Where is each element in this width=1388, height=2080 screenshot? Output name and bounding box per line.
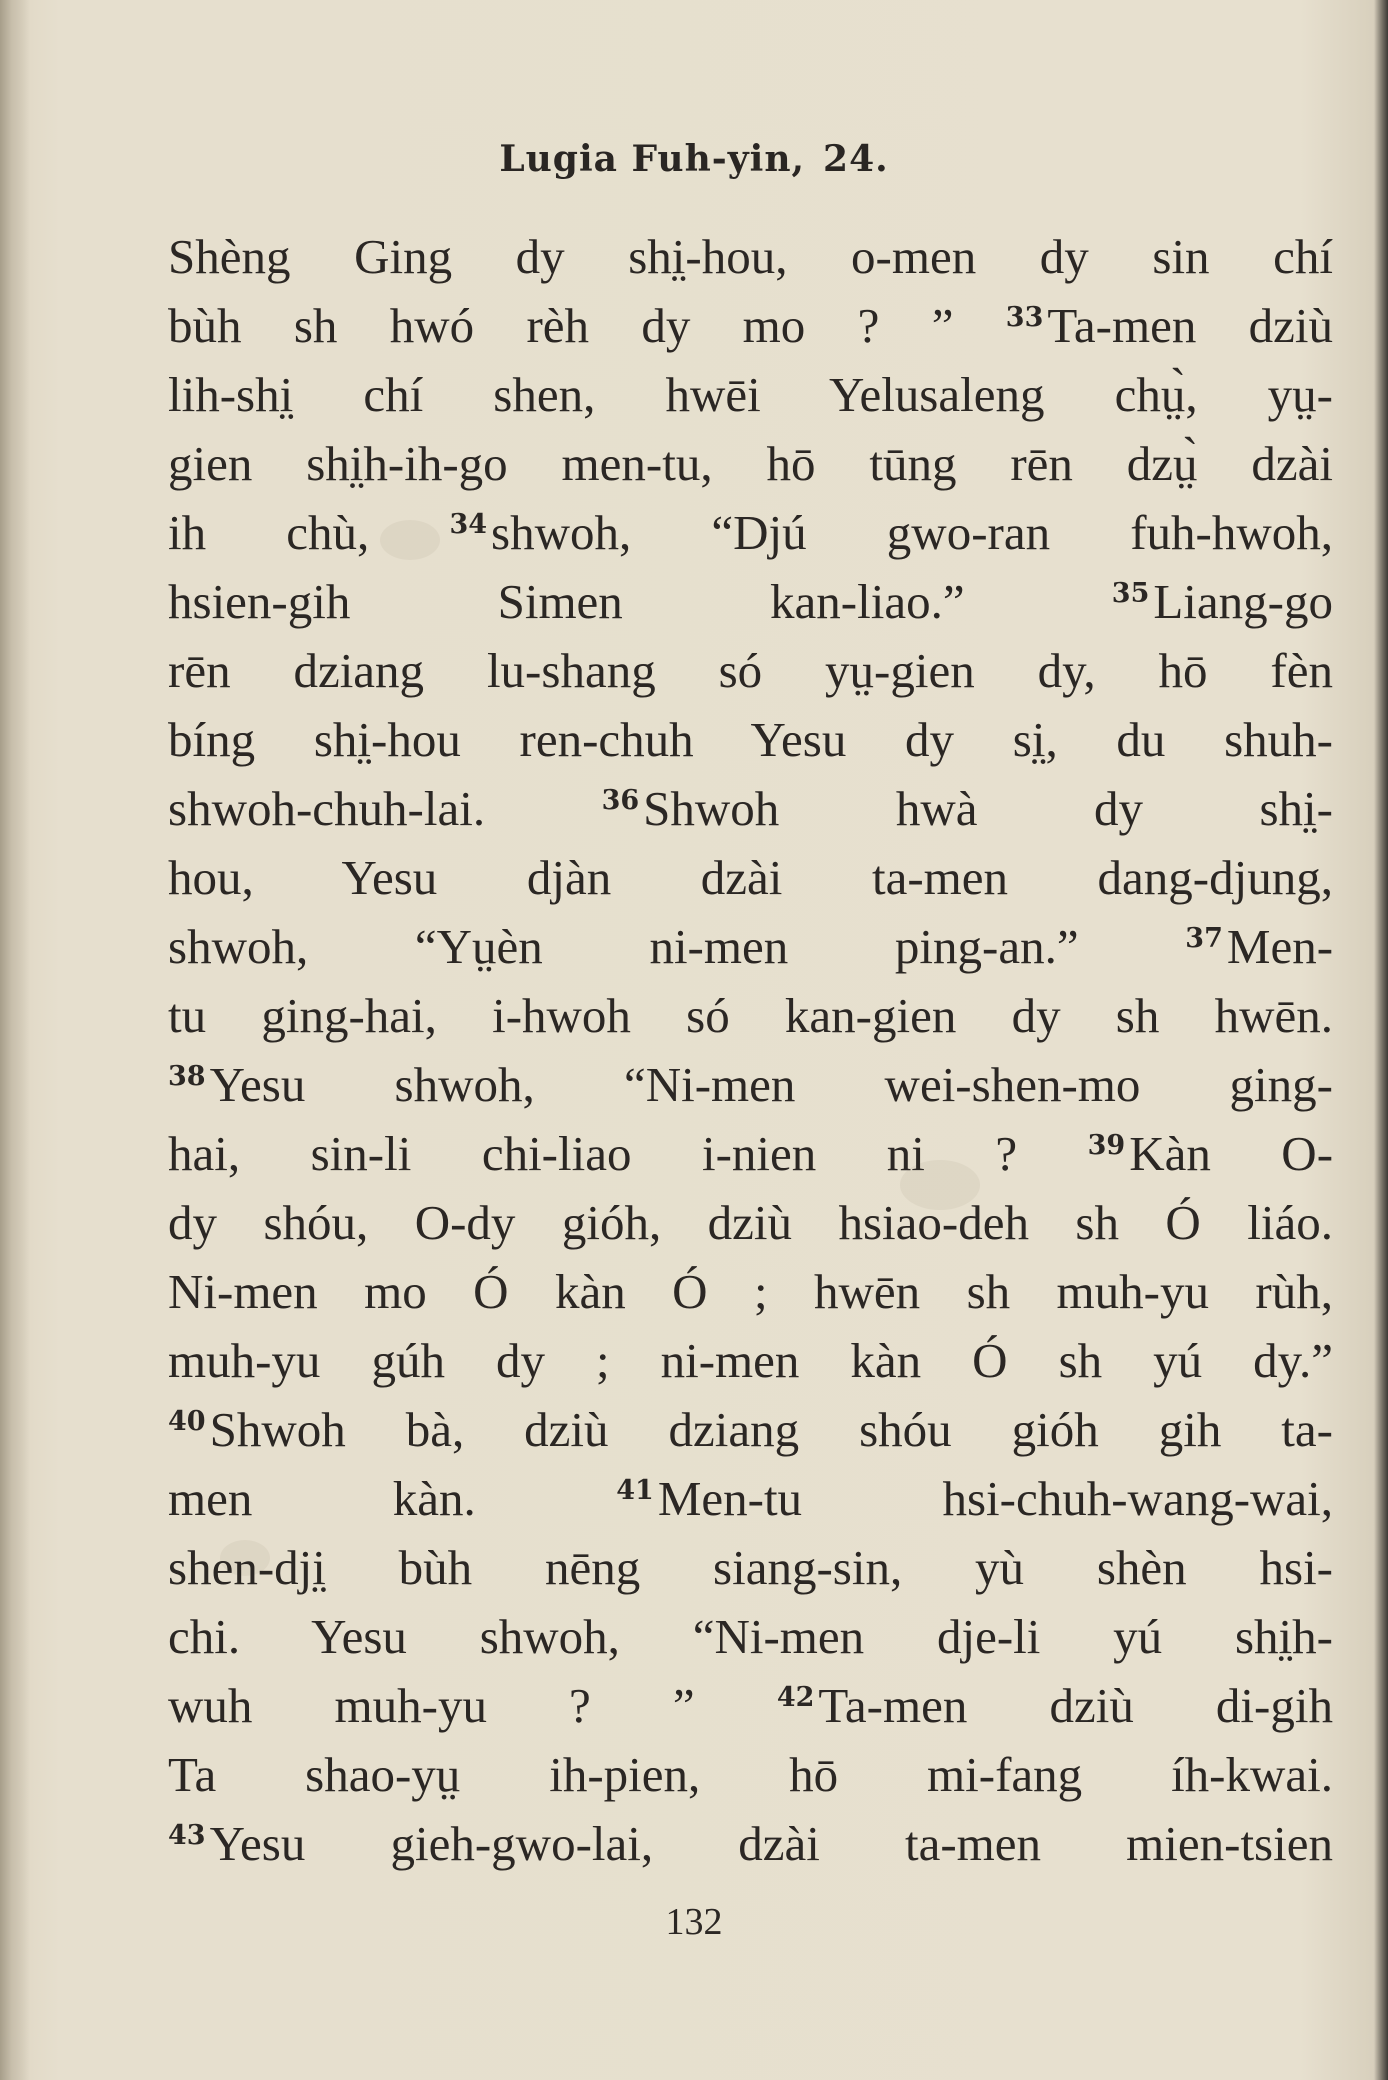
- text-line: [168, 498, 1333, 567]
- text-line: [168, 1533, 1333, 1602]
- line-text: Kàn O-: [1129, 1126, 1334, 1181]
- text-line: [168, 774, 1333, 843]
- verse-number: 41: [616, 1475, 654, 1506]
- line-text: gien shi̤h-ih-go men-tu, hō tūng rēn dzṳ̀ dzài: [168, 436, 1333, 491]
- text-line: [168, 429, 1333, 498]
- line-text: chi. Yesu shwoh, “Ni-men dje-li yú shi̤h-: [168, 1609, 1333, 1664]
- text-line: [168, 705, 1333, 774]
- line-text: muh-yu gúh dy ; ni-men kàn Ó sh yú dy.”: [168, 1333, 1333, 1388]
- line-text: bùh sh hwó rèh dy mo ? ”: [168, 298, 954, 353]
- line-text: tu ging-hai, i-hwoh só kan-gien dy sh hwēn.: [168, 988, 1333, 1043]
- line-text: shwoh, “Yṳèn ni-men ping-an.”: [168, 919, 1079, 974]
- verse-number: 36: [601, 785, 640, 816]
- line-text: Yesu gieh-gwo-lai, dzài ta-men mien-tsien: [209, 1816, 1333, 1871]
- verse-number: 35: [1111, 578, 1150, 609]
- line-text: lih-shi̤ chí shen, hwēi Yelusaleng chṳ̀, yṳ-: [168, 367, 1333, 422]
- text-line: [168, 1326, 1333, 1395]
- text-line: [168, 1050, 1333, 1119]
- line-text: shwoh, “Djú gwo-ran fuh-hwoh,: [491, 505, 1334, 560]
- line-text: Men-: [1226, 919, 1334, 974]
- verse-number: 38: [168, 1061, 206, 1092]
- text-line: [168, 1740, 1333, 1809]
- line-text: Shwoh bà, dziù dziang shóu gióh gih ta-: [209, 1402, 1333, 1457]
- line-text: men kàn.: [168, 1471, 476, 1526]
- line-text: hsien-gih Simen kan-liao.”: [168, 574, 965, 629]
- text-line: [168, 222, 1333, 291]
- text-line: [168, 1188, 1333, 1257]
- verse-number: 34: [449, 509, 488, 540]
- chapter-number: 24.: [823, 138, 889, 180]
- scripture-text: [168, 222, 1333, 1878]
- text-line: [168, 912, 1333, 981]
- line-text: Shwoh hwà dy shi̤-: [643, 781, 1333, 836]
- text-line: [168, 636, 1333, 705]
- line-text: Ta shao-yṳ ih-pien, hō mi-fang íh-kwai.: [168, 1747, 1333, 1802]
- verse-number: 33: [1005, 302, 1044, 333]
- line-text: hou, Yesu djàn dzài ta-men dang-djung,: [168, 850, 1333, 905]
- line-text: dy shóu, O-dy gióh, dziù hsiao-deh sh Ó liáo.: [168, 1195, 1333, 1250]
- running-header: [0, 138, 1388, 180]
- text-line: [168, 1602, 1333, 1671]
- line-text: Yesu shwoh, “Ni-men wei-shen-mo ging-: [209, 1057, 1333, 1112]
- text-line: [168, 1809, 1333, 1878]
- text-line: [168, 1257, 1333, 1326]
- line-text: hai, sin-li chi-liao i-nien ni ?: [168, 1126, 1018, 1181]
- verse-number: 37: [1185, 923, 1223, 954]
- text-line: [168, 1119, 1333, 1188]
- text-line: [168, 567, 1333, 636]
- verse-number: 40: [168, 1406, 206, 1437]
- line-text: Ta-men dziù di-gih: [818, 1678, 1333, 1733]
- book-title: Lugia Fuh-yin,: [499, 138, 806, 180]
- line-text: Ni-men mo Ó kàn Ó ; hwēn sh muh-yu rùh,: [168, 1264, 1333, 1319]
- page-number: 132: [665, 1901, 723, 1943]
- text-line: [168, 360, 1333, 429]
- line-text: bíng shi̤-hou ren-chuh Yesu dy si̤, du shuh-: [168, 712, 1333, 767]
- line-text: ih chù,: [168, 505, 370, 560]
- line-text: Shèng Ging dy shi̤-hou, o-men dy sin chí: [168, 229, 1333, 284]
- verse-number: 39: [1087, 1130, 1126, 1161]
- text-line: [168, 1395, 1333, 1464]
- page-edge-shadow: [1374, 0, 1388, 2080]
- line-text: shen-dji̤ bùh nēng siang-sin, yù shèn hsi-: [168, 1540, 1333, 1595]
- line-text: Men-tu hsi-chuh-wang-wai,: [657, 1471, 1334, 1526]
- text-line: [168, 1671, 1333, 1740]
- verse-number: 43: [168, 1820, 206, 1851]
- line-text: Liang-go: [1153, 574, 1333, 629]
- text-line: [168, 291, 1333, 360]
- line-text: shwoh-chuh-lai.: [168, 781, 486, 836]
- line-text: Ta-men dziù: [1047, 298, 1334, 353]
- line-text: wuh muh-yu ? ”: [168, 1678, 695, 1733]
- text-line: [168, 843, 1333, 912]
- text-line: [168, 981, 1333, 1050]
- book-gutter-shadow: [0, 0, 30, 2080]
- text-line: [168, 1464, 1333, 1533]
- line-text: rēn dziang lu-shang só yṳ-gien dy, hō fèn: [168, 643, 1333, 698]
- verse-number: 42: [776, 1682, 815, 1713]
